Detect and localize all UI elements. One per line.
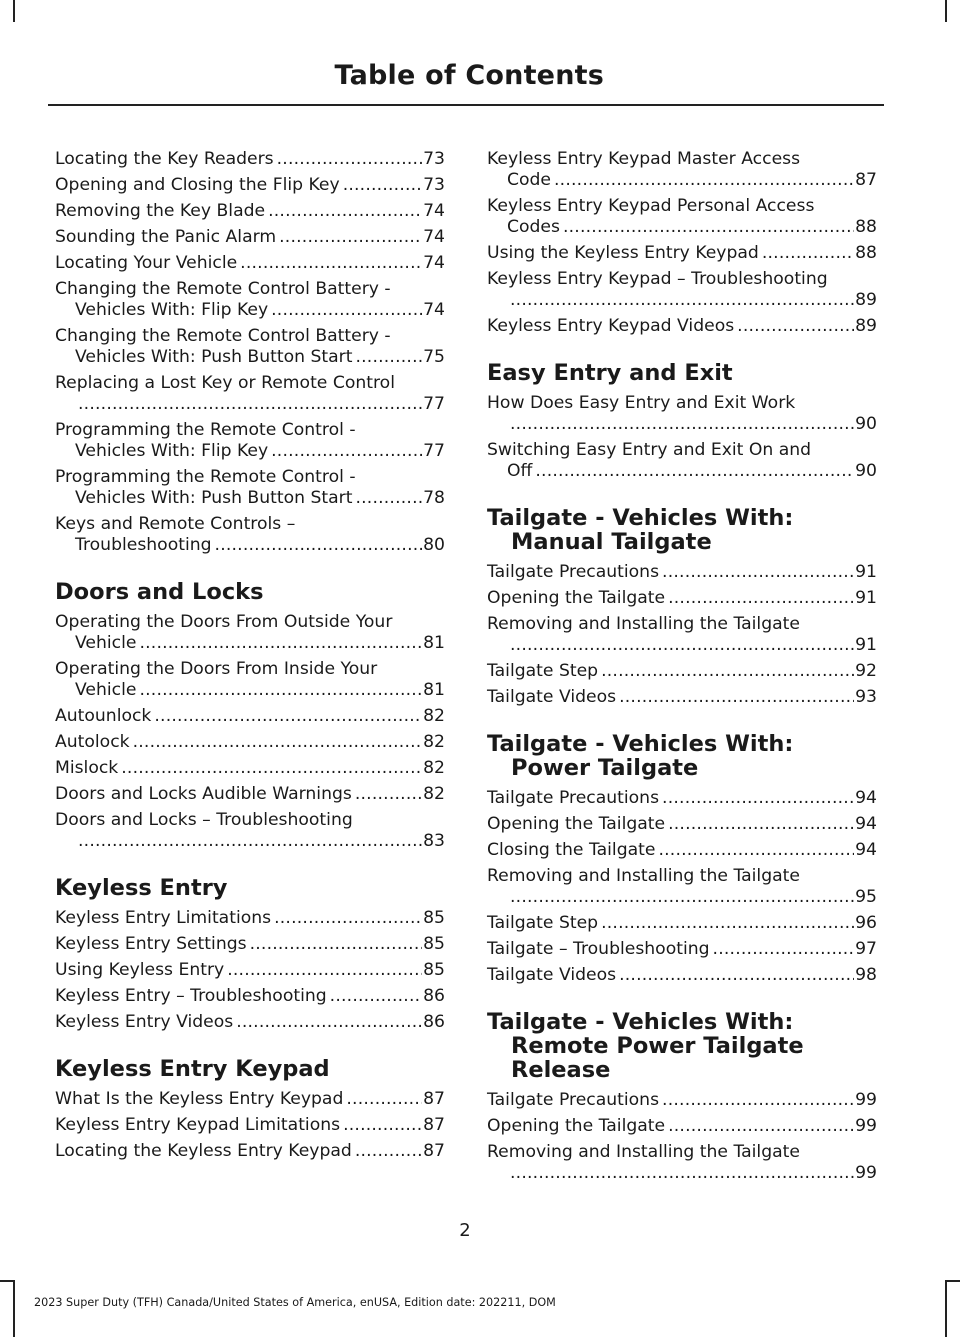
toc-entry-page: 73 bbox=[423, 149, 445, 169]
section-title: Keyless Entry bbox=[55, 875, 228, 901]
toc-entry-label: What Is the Keyless Entry Keypad bbox=[55, 1089, 344, 1109]
toc-entry-label: Tailgate Precautions bbox=[487, 562, 660, 582]
toc-entry[interactable] bbox=[55, 420, 445, 462]
dot-leader bbox=[268, 201, 422, 222]
footer-text: 2023 Super Duty (TFH) Canada/United States of America, enUSA, Edition date: 202211, DOM bbox=[34, 1296, 556, 1309]
toc-entry-label: Opening the Tailgate bbox=[487, 1116, 666, 1136]
section-subtitle: Remote Power Tailgate bbox=[511, 1033, 804, 1059]
dot-leader bbox=[563, 217, 854, 238]
section-title: Tailgate - Vehicles With: bbox=[487, 731, 794, 757]
toc-entry[interactable] bbox=[55, 659, 445, 701]
toc-entry[interactable] bbox=[55, 514, 445, 556]
toc-entry-label: Vehicle bbox=[75, 633, 137, 653]
dot-leader bbox=[601, 913, 854, 934]
toc-entry-label-first-line: Removing and Installing the Tailgate bbox=[487, 1142, 800, 1162]
toc-entry-label: Code bbox=[507, 170, 552, 190]
toc-entry-label-first-line: Changing the Remote Control Battery - bbox=[55, 279, 391, 299]
toc-entry-page: 83 bbox=[423, 831, 445, 851]
toc-entry-label-first-line: Changing the Remote Control Battery - bbox=[55, 326, 391, 346]
toc-entry-page: 73 bbox=[423, 175, 445, 195]
crop-mark-bottom-left-h bbox=[0, 1280, 14, 1282]
dot-leader bbox=[279, 227, 422, 248]
section-title: Tailgate - Vehicles With: bbox=[487, 505, 794, 531]
page-title: Table of Contents bbox=[334, 60, 604, 91]
toc-entry[interactable] bbox=[487, 913, 877, 934]
toc-entry-label: Vehicles With: Push Button Start bbox=[75, 347, 353, 367]
toc-entry-label: Locating Your Vehicle bbox=[55, 253, 238, 273]
toc-entry-label: Keyless Entry Keypad Videos bbox=[487, 316, 735, 336]
dot-leader bbox=[668, 588, 854, 609]
toc-entry-page: 94 bbox=[855, 814, 877, 834]
toc-entry-page: 89 bbox=[855, 316, 877, 336]
toc-entry-page: 92 bbox=[855, 661, 877, 681]
toc-entry[interactable] bbox=[487, 316, 877, 337]
section-title: Keyless Entry Keypad bbox=[55, 1056, 330, 1082]
section-subtitle: Release bbox=[511, 1057, 611, 1083]
toc-entry[interactable] bbox=[55, 227, 445, 248]
toc-entry-label-first-line: Programming the Remote Control - bbox=[55, 467, 356, 487]
toc-entry-label: Keyless Entry Settings bbox=[55, 934, 247, 954]
toc-entry-label: Using Keyless Entry bbox=[55, 960, 225, 980]
toc-entry[interactable] bbox=[55, 758, 445, 779]
toc-entry[interactable] bbox=[487, 440, 877, 482]
crop-mark-top-left-v bbox=[13, 0, 15, 22]
toc-entry[interactable] bbox=[487, 687, 877, 708]
toc-entry[interactable] bbox=[55, 908, 445, 929]
toc-entry-label: Codes bbox=[507, 217, 560, 237]
dot-leader bbox=[139, 633, 422, 654]
toc-entry[interactable] bbox=[487, 866, 877, 908]
section-heading bbox=[487, 361, 877, 385]
toc-entry-label: Autolock bbox=[55, 732, 130, 752]
dot-leader bbox=[78, 394, 422, 415]
dot-leader bbox=[662, 1090, 854, 1111]
toc-entry-label: Tailgate Precautions bbox=[487, 788, 660, 808]
dot-leader bbox=[510, 1163, 854, 1184]
toc-entry-label: Keyless Entry Videos bbox=[55, 1012, 234, 1032]
crop-mark-bottom-right-v bbox=[945, 1280, 947, 1337]
toc-entry[interactable] bbox=[487, 788, 877, 809]
toc-entry-page: 97 bbox=[855, 939, 877, 959]
toc-entry-label: Removing the Key Blade bbox=[55, 201, 266, 221]
toc-entry-page: 99 bbox=[855, 1163, 877, 1183]
toc-entry-label: Closing the Tailgate bbox=[487, 840, 656, 860]
dot-leader bbox=[510, 887, 854, 908]
toc-entry[interactable] bbox=[55, 373, 445, 415]
section-heading bbox=[487, 506, 877, 554]
toc-entry-label-first-line: Operating the Doors From Inside Your bbox=[55, 659, 378, 679]
toc-entry-page: 81 bbox=[423, 680, 445, 700]
section-heading bbox=[55, 580, 445, 604]
dot-leader bbox=[343, 175, 422, 196]
dot-leader bbox=[343, 1115, 422, 1136]
dot-leader bbox=[121, 758, 422, 779]
dot-leader bbox=[662, 788, 854, 809]
toc-entry[interactable] bbox=[55, 149, 445, 170]
toc-entry[interactable] bbox=[55, 612, 445, 654]
toc-entry[interactable] bbox=[55, 960, 445, 981]
toc-entry-label: Troubleshooting bbox=[75, 535, 212, 555]
toc-entry[interactable] bbox=[55, 326, 445, 368]
toc-entry-label: Opening the Tailgate bbox=[487, 588, 666, 608]
dot-leader bbox=[535, 461, 854, 482]
toc-entry-page: 77 bbox=[423, 441, 445, 461]
toc-entry[interactable] bbox=[55, 706, 445, 727]
dot-leader bbox=[601, 661, 854, 682]
toc-entry[interactable] bbox=[487, 196, 877, 238]
toc-entry-label-first-line: Removing and Installing the Tailgate bbox=[487, 866, 800, 886]
toc-entry-label-first-line: Operating the Doors From Outside Your bbox=[55, 612, 393, 632]
toc-entry[interactable] bbox=[55, 986, 445, 1007]
toc-entry[interactable] bbox=[487, 1090, 877, 1111]
dot-leader bbox=[355, 488, 422, 509]
toc-entry-label: Tailgate Videos bbox=[487, 687, 617, 707]
toc-entry-label-first-line: How Does Easy Entry and Exit Work bbox=[487, 393, 796, 413]
toc-entry-page: 99 bbox=[855, 1090, 877, 1110]
toc-entry-page: 91 bbox=[855, 588, 877, 608]
toc-entry-label: Off bbox=[507, 461, 533, 481]
section-heading bbox=[487, 732, 877, 780]
toc-entry[interactable] bbox=[55, 467, 445, 509]
toc-entry-page: 82 bbox=[423, 784, 445, 804]
section-subtitle: Manual Tailgate bbox=[511, 529, 712, 555]
toc-entry-page: 94 bbox=[855, 788, 877, 808]
crop-mark-top-right-v bbox=[945, 0, 947, 22]
toc-entry-page: 87 bbox=[855, 170, 877, 190]
toc-entry[interactable] bbox=[487, 614, 877, 656]
toc-entry[interactable] bbox=[487, 588, 877, 609]
toc-entry-label: Mislock bbox=[55, 758, 119, 778]
toc-entry-page: 77 bbox=[423, 394, 445, 414]
toc-entry[interactable] bbox=[487, 939, 877, 960]
dot-leader bbox=[346, 1089, 422, 1110]
dot-leader bbox=[619, 965, 854, 986]
dot-leader bbox=[510, 414, 854, 435]
toc-entry[interactable] bbox=[55, 175, 445, 196]
toc-entry[interactable] bbox=[487, 149, 877, 191]
toc-entry[interactable] bbox=[487, 1116, 877, 1137]
toc-entry-label: Tailgate – Troubleshooting bbox=[487, 939, 710, 959]
section-heading bbox=[487, 1010, 877, 1082]
dot-leader bbox=[658, 840, 854, 861]
section-title: Doors and Locks bbox=[55, 579, 264, 605]
toc-entry-label: Doors and Locks Audible Warnings bbox=[55, 784, 352, 804]
toc-entry-label: Autounlock bbox=[55, 706, 152, 726]
dot-leader bbox=[271, 441, 422, 462]
toc-entry-page: 94 bbox=[855, 840, 877, 860]
toc-entry[interactable] bbox=[487, 840, 877, 861]
toc-entry-label: Keyless Entry Keypad Limitations bbox=[55, 1115, 341, 1135]
dot-leader bbox=[240, 253, 422, 274]
toc-entry-page: 89 bbox=[855, 290, 877, 310]
toc-entry-label: Using the Keyless Entry Keypad bbox=[487, 243, 759, 263]
toc-entry-label: Keyless Entry – Troubleshooting bbox=[55, 986, 327, 1006]
toc-entry-page: 82 bbox=[423, 758, 445, 778]
toc-entry-page: 85 bbox=[423, 908, 445, 928]
toc-entry-page: 88 bbox=[855, 243, 877, 263]
toc-entry-label-first-line: Switching Easy Entry and Exit On and bbox=[487, 440, 812, 460]
dot-leader bbox=[274, 908, 422, 929]
toc-entry-page: 86 bbox=[423, 1012, 445, 1032]
toc-entry-label: Opening the Tailgate bbox=[487, 814, 666, 834]
toc-entry-label: Locating the Keyless Entry Keypad bbox=[55, 1141, 352, 1161]
toc-entry[interactable] bbox=[487, 1142, 877, 1184]
section-subtitle: Power Tailgate bbox=[511, 755, 699, 781]
toc-entry[interactable] bbox=[487, 814, 877, 835]
toc-entry-page: 75 bbox=[423, 347, 445, 367]
toc-entry-label: Sounding the Panic Alarm bbox=[55, 227, 277, 247]
toc-entry-page: 91 bbox=[855, 635, 877, 655]
dot-leader bbox=[139, 680, 422, 701]
dot-leader bbox=[737, 316, 854, 337]
dot-leader bbox=[154, 706, 422, 727]
toc-entry-page: 87 bbox=[423, 1115, 445, 1135]
toc-entry-label: Vehicle bbox=[75, 680, 137, 700]
toc-entry-page: 74 bbox=[423, 300, 445, 320]
toc-entry-page: 74 bbox=[423, 201, 445, 221]
crop-mark-bottom-right-h bbox=[946, 1280, 960, 1282]
toc-column-left bbox=[55, 149, 445, 1167]
dot-leader bbox=[330, 986, 422, 1007]
toc-entry-page: 90 bbox=[855, 414, 877, 434]
toc-entry-page: 80 bbox=[423, 535, 445, 555]
dot-leader bbox=[355, 1141, 422, 1162]
toc-entry-label-first-line: Keys and Remote Controls – bbox=[55, 514, 296, 534]
dot-leader bbox=[236, 1012, 422, 1033]
toc-entry-label: Opening and Closing the Flip Key bbox=[55, 175, 340, 195]
toc-entry[interactable] bbox=[487, 562, 877, 583]
toc-entry[interactable] bbox=[487, 661, 877, 682]
toc-entry-page: 87 bbox=[423, 1141, 445, 1161]
toc-entry-page: 86 bbox=[423, 986, 445, 1006]
dot-leader bbox=[668, 1116, 854, 1137]
toc-entry-page: 93 bbox=[855, 687, 877, 707]
toc-entry-label: Vehicles With: Push Button Start bbox=[75, 488, 353, 508]
dot-leader bbox=[271, 300, 422, 321]
toc-entry-page: 91 bbox=[855, 562, 877, 582]
toc-entry-page: 85 bbox=[423, 960, 445, 980]
dot-leader bbox=[510, 290, 854, 311]
toc-entry-label-first-line: Programming the Remote Control - bbox=[55, 420, 356, 440]
toc-entry-page: 85 bbox=[423, 934, 445, 954]
dot-leader bbox=[78, 831, 422, 852]
toc-entry[interactable] bbox=[487, 965, 877, 986]
toc-column-right bbox=[487, 149, 877, 1189]
toc-entry-page: 96 bbox=[855, 913, 877, 933]
toc-entry-page: 90 bbox=[855, 461, 877, 481]
toc-entry-label: Vehicles With: Flip Key bbox=[75, 441, 269, 461]
toc-entry-label-first-line: Keyless Entry Keypad – Troubleshooting bbox=[487, 269, 828, 289]
toc-entry[interactable] bbox=[55, 1115, 445, 1136]
toc-entry-page: 74 bbox=[423, 253, 445, 273]
toc-entry-page: 98 bbox=[855, 965, 877, 985]
section-heading bbox=[55, 876, 445, 900]
toc-entry-label: Tailgate Precautions bbox=[487, 1090, 660, 1110]
toc-entry-page: 78 bbox=[423, 488, 445, 508]
dot-leader bbox=[668, 814, 854, 835]
toc-entry[interactable] bbox=[55, 934, 445, 955]
toc-entry[interactable] bbox=[55, 253, 445, 274]
page-number: 2 bbox=[459, 1220, 471, 1241]
toc-entry[interactable] bbox=[487, 269, 877, 311]
header-rule bbox=[48, 104, 884, 106]
dot-leader bbox=[355, 784, 422, 805]
toc-entry[interactable] bbox=[487, 393, 877, 435]
toc-entry-label-first-line: Doors and Locks – Troubleshooting bbox=[55, 810, 353, 830]
dot-leader bbox=[762, 243, 854, 264]
toc-entry-page: 82 bbox=[423, 706, 445, 726]
toc-entry-label: Tailgate Step bbox=[487, 913, 599, 933]
toc-entry-page: 87 bbox=[423, 1089, 445, 1109]
toc-entry-label: Vehicles With: Flip Key bbox=[75, 300, 269, 320]
dot-leader bbox=[277, 149, 422, 170]
toc-entry[interactable] bbox=[55, 279, 445, 321]
toc-entry[interactable] bbox=[55, 784, 445, 805]
toc-entry-label: Tailgate Videos bbox=[487, 965, 617, 985]
toc-entry-label-first-line: Keyless Entry Keypad Master Access bbox=[487, 149, 801, 169]
crop-mark-bottom-left-v bbox=[13, 1280, 15, 1337]
toc-entry-page: 88 bbox=[855, 217, 877, 237]
toc-entry-page: 74 bbox=[423, 227, 445, 247]
dot-leader bbox=[713, 939, 855, 960]
dot-leader bbox=[215, 535, 423, 556]
toc-entry-label-first-line: Keyless Entry Keypad Personal Access bbox=[487, 196, 815, 216]
dot-leader bbox=[662, 562, 854, 583]
toc-entry-page: 82 bbox=[423, 732, 445, 752]
dot-leader bbox=[227, 960, 422, 981]
toc-entry[interactable] bbox=[487, 243, 877, 264]
dot-leader bbox=[619, 687, 854, 708]
section-heading bbox=[55, 1057, 445, 1081]
toc-entry-page: 95 bbox=[855, 887, 877, 907]
toc-entry-page: 81 bbox=[423, 633, 445, 653]
toc-entry[interactable] bbox=[55, 1012, 445, 1033]
toc-entry-label: Locating the Key Readers bbox=[55, 149, 274, 169]
section-title: Tailgate - Vehicles With: bbox=[487, 1009, 794, 1035]
toc-entry[interactable] bbox=[55, 732, 445, 753]
dot-leader bbox=[510, 635, 854, 656]
dot-leader bbox=[250, 934, 423, 955]
dot-leader bbox=[554, 170, 854, 191]
dot-leader bbox=[355, 347, 422, 368]
dot-leader bbox=[133, 732, 423, 753]
toc-entry[interactable] bbox=[55, 1089, 445, 1110]
toc-entry[interactable] bbox=[55, 1141, 445, 1162]
toc-entry-page: 99 bbox=[855, 1116, 877, 1136]
toc-entry-label: Keyless Entry Limitations bbox=[55, 908, 272, 928]
toc-entry-label: Tailgate Step bbox=[487, 661, 599, 681]
toc-entry[interactable] bbox=[55, 201, 445, 222]
toc-entry[interactable] bbox=[55, 810, 445, 852]
toc-entry-label-first-line: Removing and Installing the Tailgate bbox=[487, 614, 800, 634]
section-title: Easy Entry and Exit bbox=[487, 360, 733, 386]
toc-entry-label-first-line: Replacing a Lost Key or Remote Control bbox=[55, 373, 395, 393]
